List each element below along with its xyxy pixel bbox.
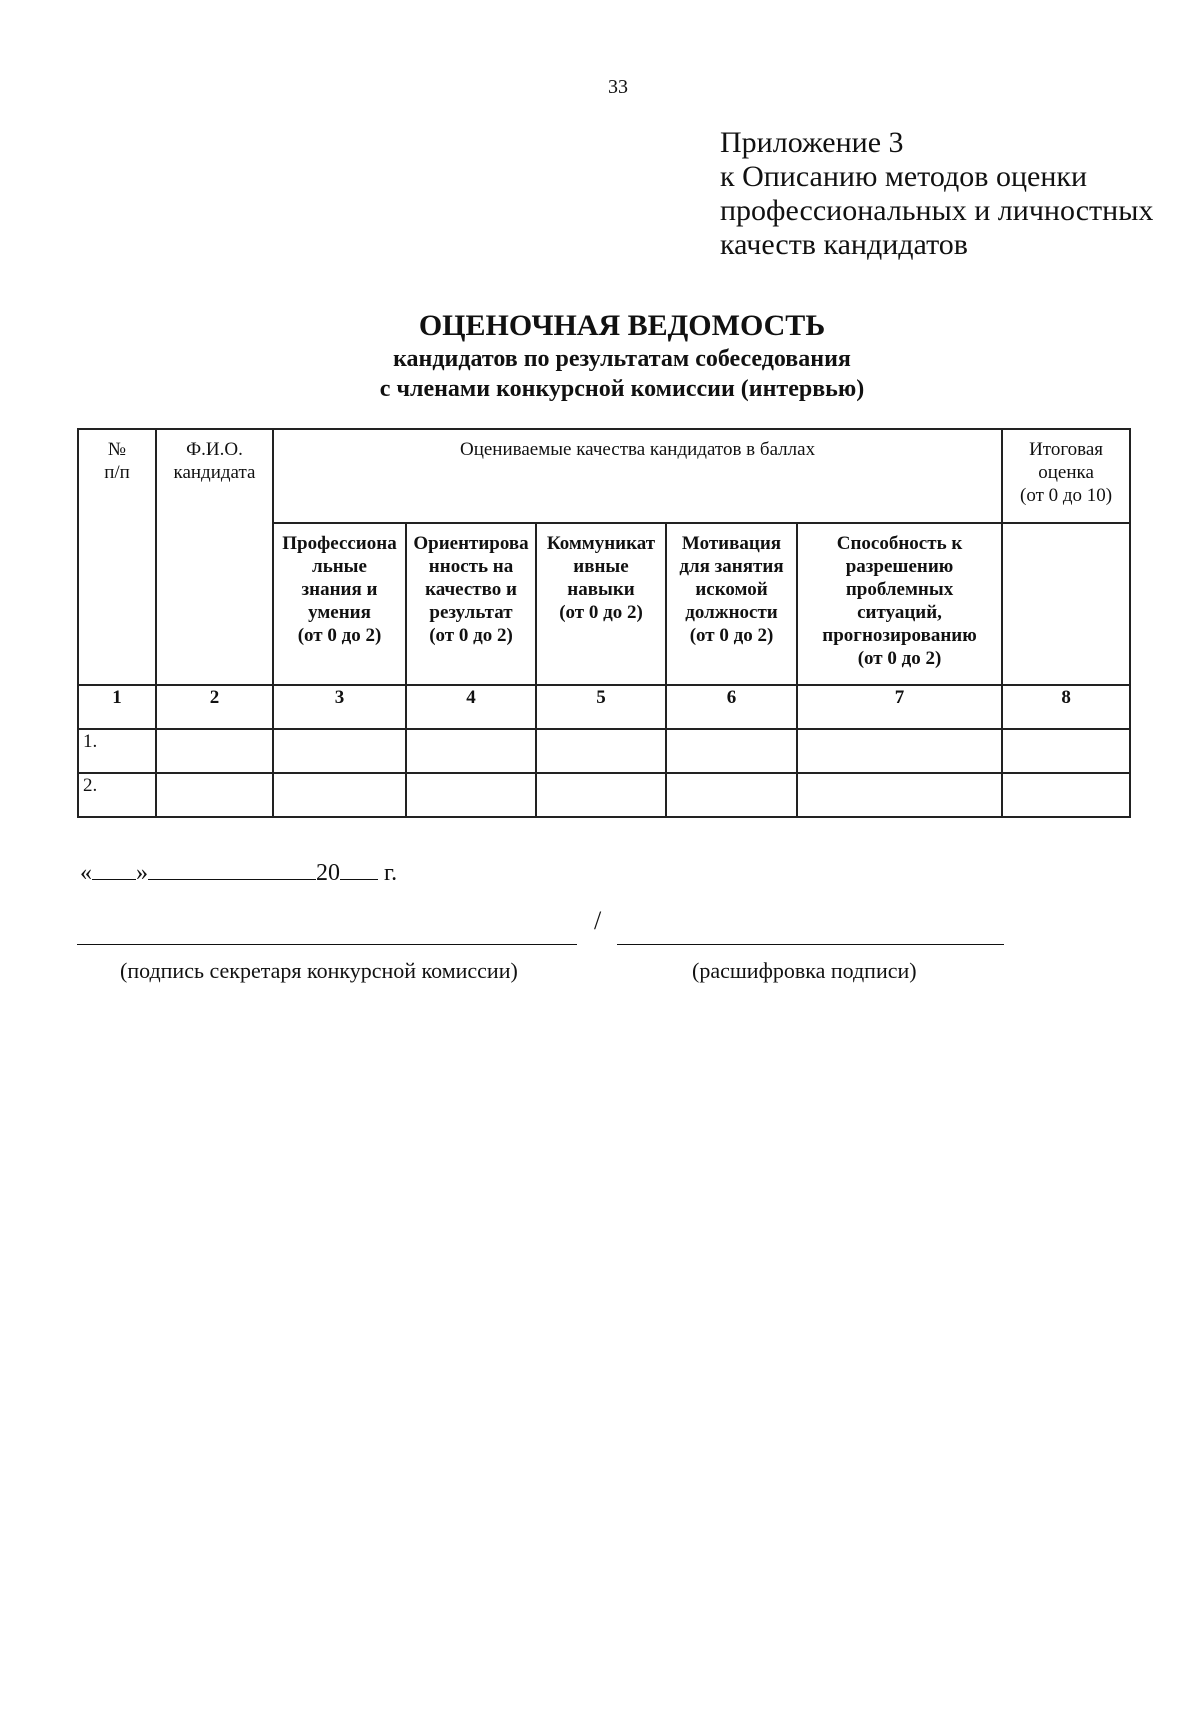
subheader-empty [1002,523,1130,685]
header-qualities: Оцениваемые качества кандидатов в баллах [273,429,1002,523]
column-number: 5 [536,685,666,729]
subheader-text: проблемных [845,579,954,600]
appendix-heading [720,126,1153,262]
subheader-text: Способность к [836,533,963,554]
subheader-text: умения [308,602,371,623]
subheader-text: ивные [573,556,629,577]
subheader-result-orientation [406,523,536,685]
subheader-text: нность на [428,556,514,577]
subheader-text: (от 0 до 2) [429,625,513,646]
date-close-quote: » [136,860,148,886]
header-total [1002,429,1130,523]
table-row [78,773,1130,817]
header-text: кандидата [173,462,256,483]
subheader-text: (от 0 до 2) [297,625,382,646]
header-text: п/п [104,462,130,483]
header-text: оценка [1038,462,1094,483]
column-number: 6 [666,685,797,729]
table-cell [406,729,536,773]
header-number [78,429,156,685]
month-blank [148,857,316,880]
subheader-communication [536,523,666,685]
signature-decoding-line [617,944,1004,945]
table-cell [536,773,666,817]
header-fio [156,429,273,685]
subheader-text: должности [685,602,778,623]
subheader-text: навыки [567,579,635,600]
subheader-text: ситуаций, [857,602,942,623]
row-number: 1. [78,729,156,773]
title-subtitle: кандидатов по результатам собеседования [393,346,851,372]
subheader-text: разрешению [845,556,954,577]
subheader-text: льные [312,556,367,577]
appendix-line: профессиональных и личностных [720,194,1154,227]
subheader-text: качество и [425,579,517,600]
subheader-text: результат [429,602,513,623]
subheader-problem-solving [797,523,1002,685]
appendix-line: Приложение 3 [720,126,904,159]
page-number: 33 [608,76,628,98]
column-number: 2 [156,685,273,729]
table-cell [156,729,273,773]
signature-line [77,944,577,945]
row-number: 2. [78,773,156,817]
table-cell [273,773,406,817]
column-number: 3 [273,685,406,729]
header-text: (от 0 до 10) [1020,485,1113,506]
date-line [80,857,397,887]
table-cell [666,729,797,773]
column-number-row [78,685,1130,729]
signature-decoding-caption: (расшифровка подписи) [692,958,917,983]
subheader-text: (от 0 до 2) [857,648,942,669]
subheader-text: Коммуникат [546,533,656,554]
table-row [78,729,1130,773]
subheader-motivation [666,523,797,685]
signature-caption: (подпись секретаря конкурсной комиссии) [120,958,518,983]
title-subtitle: с членами конкурсной комиссии (интервью) [379,376,865,402]
signature-slash: / [594,906,602,935]
table-cell [156,773,273,817]
year-blank [340,857,378,880]
year-prefix: 20 [316,860,340,886]
table-cell [1002,773,1130,817]
table-cell [797,729,1002,773]
title-main: ОЦЕНОЧНАЯ ВЕДОМОСТЬ [418,309,826,342]
column-number: 1 [78,685,156,729]
column-number: 7 [797,685,1002,729]
table-cell [536,729,666,773]
subheader-text: искомой [695,579,768,600]
header-text: Итоговая [1029,439,1104,460]
table-cell [273,729,406,773]
table-cell [406,773,536,817]
subheader-text: (от 0 до 2) [559,602,643,623]
subheader-text: для занятия [679,556,784,577]
appendix-line: качеств кандидатов [720,228,968,261]
document-title [0,308,1200,404]
subheader-text: прогнозированию [822,625,977,646]
header-text: Ф.И.О. [186,439,243,460]
table-cell [666,773,797,817]
date-open-quote: « [80,860,92,886]
subheader-text: (от 0 до 2) [689,625,774,646]
header-text: № [107,439,127,460]
subheader-text: знания и [301,579,378,600]
column-number: 8 [1002,685,1130,729]
column-number: 4 [406,685,536,729]
year-suffix: г. [384,860,398,886]
day-blank [92,857,136,880]
appendix-line: к Описанию методов оценки [720,160,1088,193]
evaluation-table [77,428,1131,818]
subheader-text: Ориентирова [413,533,529,554]
subheader-professional-knowledge [273,523,406,685]
table-cell [1002,729,1130,773]
subheader-text: Мотивация [681,533,782,554]
table-cell [797,773,1002,817]
subheader-text: Профессиона [282,533,397,554]
